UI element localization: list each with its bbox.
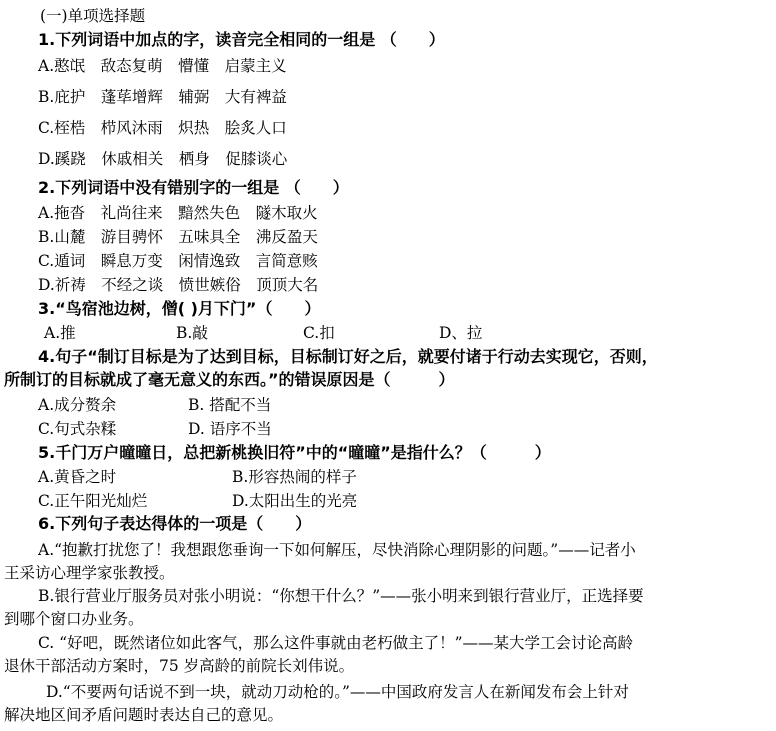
question-2-option-c: C.遁词 瞬息万变 闲情逸致 言简意赅 (38, 252, 318, 270)
question-6-option-b-line1: B.银行营业厅服务员对张小明说：“你想干什么？”——张小明来到银行营业厅，正选择要 (38, 587, 644, 605)
question-6-option-a-line1: A.“抱歉打扰您了！我想跟您垂询一下如何解压，尽快消除心理阴影的问题。”——记者小 (38, 541, 636, 559)
question-1-option-d: D.蹊跷 休戚相关 栖身 促膝谈心 (38, 150, 288, 168)
question-4-stem-line1: 4.句子“制订目标是为了达到目标，目标制订好之后，就要付诸于行动去实现它，否则， (38, 347, 658, 366)
question-6-option-b-line2: 到哪个窗口办业务。 (4, 610, 144, 628)
question-2-stem: 2.下列词语中没有错别字的一组是 （ ） (38, 178, 349, 197)
question-6-option-c-line1: C. “好吧，既然诸位如此客气，那么这件事就由老朽做主了！”——某大学工会讨论高龄 (38, 634, 634, 652)
question-6-stem: 6.下列句子表达得体的一项是（ ） (38, 514, 312, 533)
question-6-option-c-line2: 退休干部活动方案时，75 岁高龄的前院长刘伟说。 (4, 657, 355, 675)
question-5-option-c: C.正午阳光灿烂 (38, 492, 148, 510)
question-1-option-c: C.桎梏 栉风沐雨 炽热 脍炙人口 (38, 119, 287, 137)
question-3-option-d: D、拉 (439, 324, 483, 342)
question-2-option-a: A.拖沓 礼尚往来 黯然失色 隧木取火 (38, 204, 318, 222)
question-1-option-a: A.憨氓 敌态复萌 懵懂 启蒙主义 (38, 57, 287, 75)
question-5-stem: 5.千门万户曈曈日，总把新桃换旧符”中的“曈曈”是指什么？（ ） (38, 443, 551, 462)
section-title: (一)单项选择题 (40, 7, 146, 25)
question-5-option-d: D.太阳出生的光亮 (232, 492, 358, 510)
question-3-option-b: B.敲 (176, 324, 208, 342)
question-6-option-a-line2: 王采访心理学家张教授。 (4, 564, 175, 582)
question-2-option-d: D.祈祷 不经之谈 愤世嫉俗 顶顶大名 (38, 276, 319, 294)
question-6-option-d-line2: 解决地区间矛盾问题时表达自己的意见。 (4, 706, 284, 724)
question-4-option-c: C.句式杂糅 (38, 420, 117, 438)
question-4-option-a: A.成分赘余 (38, 396, 117, 414)
question-5-option-a: A.黄昏之时 (38, 468, 117, 486)
question-3-stem: 3.“鸟宿池边树，僧( )月下门”（ ） (38, 299, 321, 318)
question-6-option-d-line1: D.“不要两句话说不到一块，就动刀动枪的。”——中国政府发言人在新闻发布会上针对 (46, 683, 629, 701)
question-2-option-b: B.山麓 游目骋怀 五味具全 沸反盈天 (38, 228, 318, 246)
question-1-stem: 1.下列词语中加点的字，读音完全相同的一组是 （ ） (38, 30, 445, 49)
question-4-option-d: D. 语序不当 (188, 420, 272, 438)
question-3-option-c: C.扣 (303, 324, 335, 342)
question-1-option-b: B.庇护 蓬荜增辉 辅弼 大有裨益 (38, 88, 287, 106)
question-3-option-a: A.推 (44, 324, 76, 342)
question-4-option-b: B. 搭配不当 (188, 396, 272, 414)
question-5-option-b: B.形容热闹的样子 (232, 468, 357, 486)
question-4-stem-line2: 所制订的目标就成了毫无意义的东西。”的错误原因是（ ） (4, 370, 455, 389)
